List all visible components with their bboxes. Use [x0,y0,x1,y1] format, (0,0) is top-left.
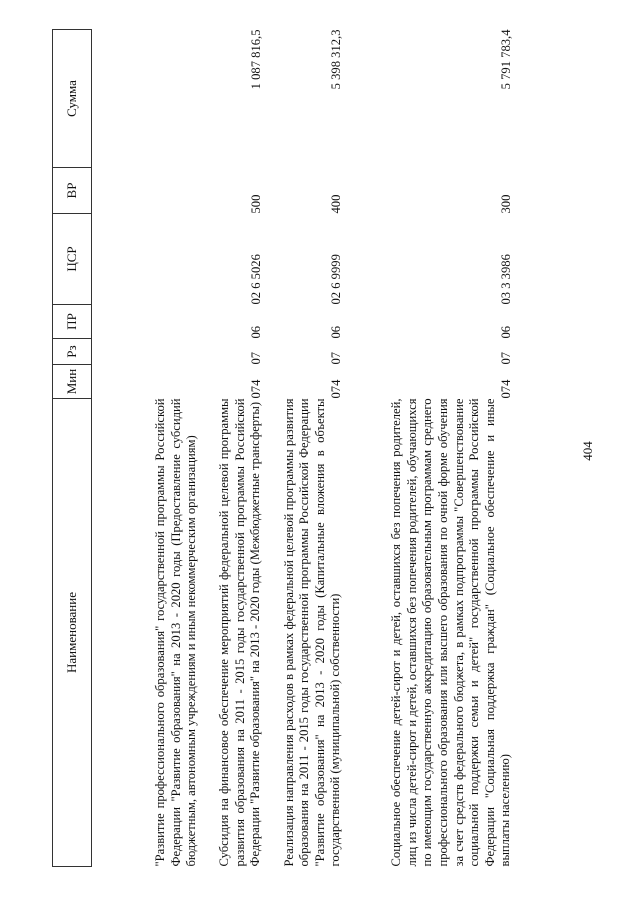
row-sum [92,30,201,168]
row-vr: 400 [329,194,343,214]
row-min: 074 [499,379,513,399]
row-csr: 03 3 3986 [499,254,513,305]
row-rz [92,339,201,365]
row-rz: 07 [499,351,513,365]
table-row [264,30,344,867]
row-min: 074 [329,379,343,399]
row-sum: 5 791 783,4 [499,29,513,90]
row-sum: 1 087 816,5 [249,29,263,90]
row-rz: 07 [249,351,263,365]
row-pr [92,305,201,339]
header-rz: Рз [53,339,92,365]
row-csr: 02 6 5026 [249,254,263,305]
header-pr: ПР [53,305,92,339]
header-vr: ВР [53,168,92,214]
row-pr: 06 [249,325,263,339]
header-name: Наименование [53,399,92,867]
row-vr: 300 [499,194,513,214]
row-min [92,365,201,399]
header-min: Мин [53,365,92,399]
table-row [200,30,264,867]
row-rz: 07 [329,351,343,365]
row-vr: 500 [249,194,263,214]
header-sum: Сумма [53,30,92,168]
row-name: Социальное обеспечение детей-сирот и детей, оставшихся без попечения родителей, лиц из числа детей-сирот и детей, оставшихся без попечения родителей, обучающихся по имеющим государственную аккредитацию образовательным программам среднего профессионального образования или высшего образования по очной форме обучения за счет средств федерального бюджета, в рамках подпрограммы "Совершенствование социальной поддержки семьи и детей" государственной программы Российской Федерации "Социальная поддержка граждан" (Социальное обеспечение и иные выплаты населению) [389,398,513,867]
row-name: Субсидия на финансовое обеспечение мероприятий федеральной целевой программы развития образования на 2011 - 2015 годы государственной программы Российской Федерации "Развитие образования" на 2013 - 2020 годы (Межбюджетные трансферты) [217,398,263,867]
row-min: 074 [249,379,263,399]
row-csr [92,214,201,305]
table-header-row [53,30,92,867]
header-csr: ЦСР [53,214,92,305]
row-vr [92,168,201,214]
row-csr: 02 6 9999 [329,254,343,305]
table-row [92,30,201,867]
row-pr: 06 [329,325,343,339]
row-name: Реализация направления расходов в рамках федеральной целевой программы развития образования на 2011 - 2015 годы государственной программы Российской Федерации "Развитие образования" на 2013 - 2020 годы (Капитальные вложения в объекты государственной (муниципальной) собственности) [281,398,343,867]
row-name: "Развитие профессионального образования" государственной программы Российской Федерации "Развитие образования" на 2013 - 2020 годы (Предоставление субсидий бюджетным, автономным учреждениям и иным некоммерческим организациям) [153,398,199,867]
row-pr: 06 [499,325,513,339]
page-number: 404 [580,441,595,461]
table-row [344,30,514,867]
row-sum: 5 398 312,3 [329,29,343,90]
budget-table [52,29,514,867]
